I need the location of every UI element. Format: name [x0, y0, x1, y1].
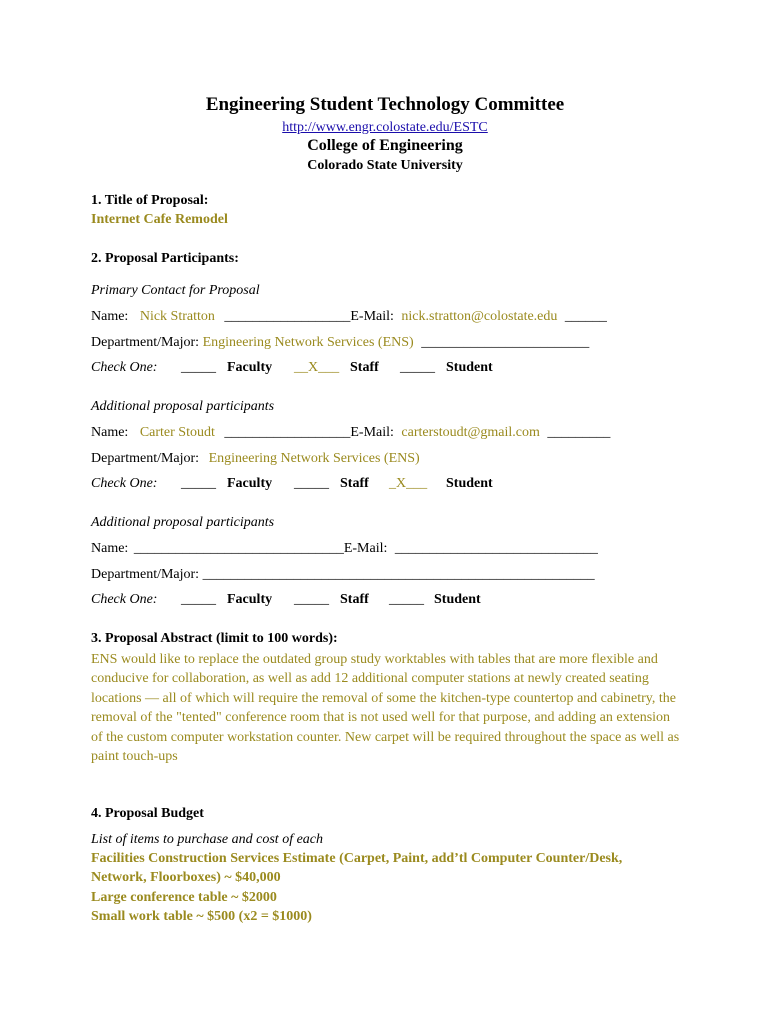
dept-blank: ________________________ — [421, 335, 590, 350]
check-one-label: Check One: — [91, 360, 158, 375]
dept-label: Department/Major: — [91, 335, 200, 350]
additional1-dept-row — [91, 451, 420, 467]
email-blank: ______ — [564, 309, 607, 324]
faculty-option: Faculty — [227, 592, 273, 607]
email-label: E-Mail: — [350, 309, 394, 324]
primary-email-value[interactable]: nick.stratton@colostate.edu — [401, 309, 558, 324]
budget-caption: List of items to purchase and cost of each — [91, 832, 324, 847]
budget-item: Small work table ~ $500 (x2 = $1000) — [91, 909, 312, 924]
name-blank: __________________ — [224, 425, 351, 440]
dept-label: Department/Major: — [91, 451, 200, 466]
additional2-email-blank[interactable]: _____________________________ — [394, 541, 598, 556]
student-option: Student — [434, 592, 481, 607]
email-label: E-Mail: — [343, 541, 388, 556]
faculty-option: Faculty — [227, 360, 273, 375]
staff-option: Staff — [340, 592, 369, 607]
additional1-faculty-mark[interactable]: _____ — [181, 476, 216, 491]
primary-name-value[interactable]: Nick Stratton — [139, 309, 215, 324]
additional1-dept-value[interactable]: Engineering Network Services (ENS) — [208, 451, 420, 466]
name-label: Name: — [91, 425, 129, 440]
primary-dept-value[interactable]: Engineering Network Services (ENS) — [202, 335, 414, 350]
additional2-name-blank[interactable]: ______________________________ — [133, 541, 344, 556]
staff-option: Staff — [340, 476, 369, 491]
document-title: Engineering Student Technology Committee — [205, 94, 565, 115]
faculty-option: Faculty — [227, 476, 273, 491]
additional2-student-mark[interactable]: _____ — [389, 592, 424, 607]
additional2-staff-mark[interactable]: _____ — [294, 592, 329, 607]
additional1-staff-mark[interactable]: _____ — [294, 476, 329, 491]
name-label: Name: — [91, 309, 129, 324]
college-name: College of Engineering — [307, 137, 463, 154]
primary-name-row — [91, 309, 607, 325]
primary-contact-caption: Primary Contact for Proposal — [91, 283, 260, 298]
primary-faculty-mark[interactable]: _____ — [181, 360, 216, 375]
student-option: Student — [446, 476, 493, 491]
additional2-faculty-mark[interactable]: _____ — [181, 592, 216, 607]
additional2-dept-blank[interactable]: ________________________________________________________ — [202, 567, 595, 582]
primary-dept-row — [91, 335, 589, 351]
email-label: E-Mail: — [350, 425, 394, 440]
additional-participants-caption: Additional proposal participants — [91, 399, 275, 414]
proposal-abstract-text[interactable]: ENS would like to replace the outdated group study worktables with tables that are more flexible and conducive for collaboration, as well as add 12 additional computer stations at newly created seating locations — all of which will require the removal of some the kitchen-type countertop and cabinetry, the removal of the "tented" conference room that is not used well for that purpose, and adding an extension of the custom computer workstation counter. New carpet will be required throughout the space as well as paint touch-ups — [91, 652, 680, 765]
check-one-label: Check One: — [91, 476, 158, 491]
check-one-label: Check One: — [91, 592, 158, 607]
additional1-student-mark[interactable]: _X___ — [389, 476, 428, 491]
name-label: Name: — [91, 541, 129, 556]
primary-student-mark[interactable]: _____ — [400, 360, 435, 375]
student-option: Student — [446, 360, 493, 375]
additional-participants-caption: Additional proposal participants — [91, 515, 275, 530]
section-3-heading: 3. Proposal Abstract (limit to 100 words): — [91, 631, 338, 646]
budget-item: Facilities Construction Services Estimate (Carpet, Paint, add’tl Computer Counter/Desk, — [91, 851, 623, 866]
committee-url — [0, 120, 770, 136]
additional1-name-value[interactable]: Carter Stoudt — [139, 425, 215, 440]
budget-item: Network, Floorboxes) ~ $40,000 — [91, 870, 281, 885]
email-blank: _________ — [547, 425, 611, 440]
name-blank: __________________ — [224, 309, 351, 324]
additional1-email-value[interactable]: carterstoudt@gmail.com — [401, 425, 540, 440]
committee-link[interactable]: http://www.engr.colostate.edu/ESTC — [282, 120, 488, 135]
additional1-name-row — [91, 425, 610, 441]
section-4-heading: 4. Proposal Budget — [91, 806, 204, 821]
university-name: Colorado State University — [307, 158, 463, 173]
section-2-heading: 2. Proposal Participants: — [91, 251, 239, 266]
additional2-name-row — [91, 541, 598, 557]
additional2-dept-row — [91, 567, 595, 583]
proposal-title-value: Internet Cafe Remodel — [91, 212, 228, 227]
dept-label: Department/Major: — [91, 567, 200, 582]
budget-item: Large conference table ~ $2000 — [91, 890, 277, 905]
section-1-heading: 1. Title of Proposal: — [91, 193, 209, 208]
staff-option: Staff — [350, 360, 379, 375]
primary-staff-mark[interactable]: __X___ — [294, 360, 340, 375]
